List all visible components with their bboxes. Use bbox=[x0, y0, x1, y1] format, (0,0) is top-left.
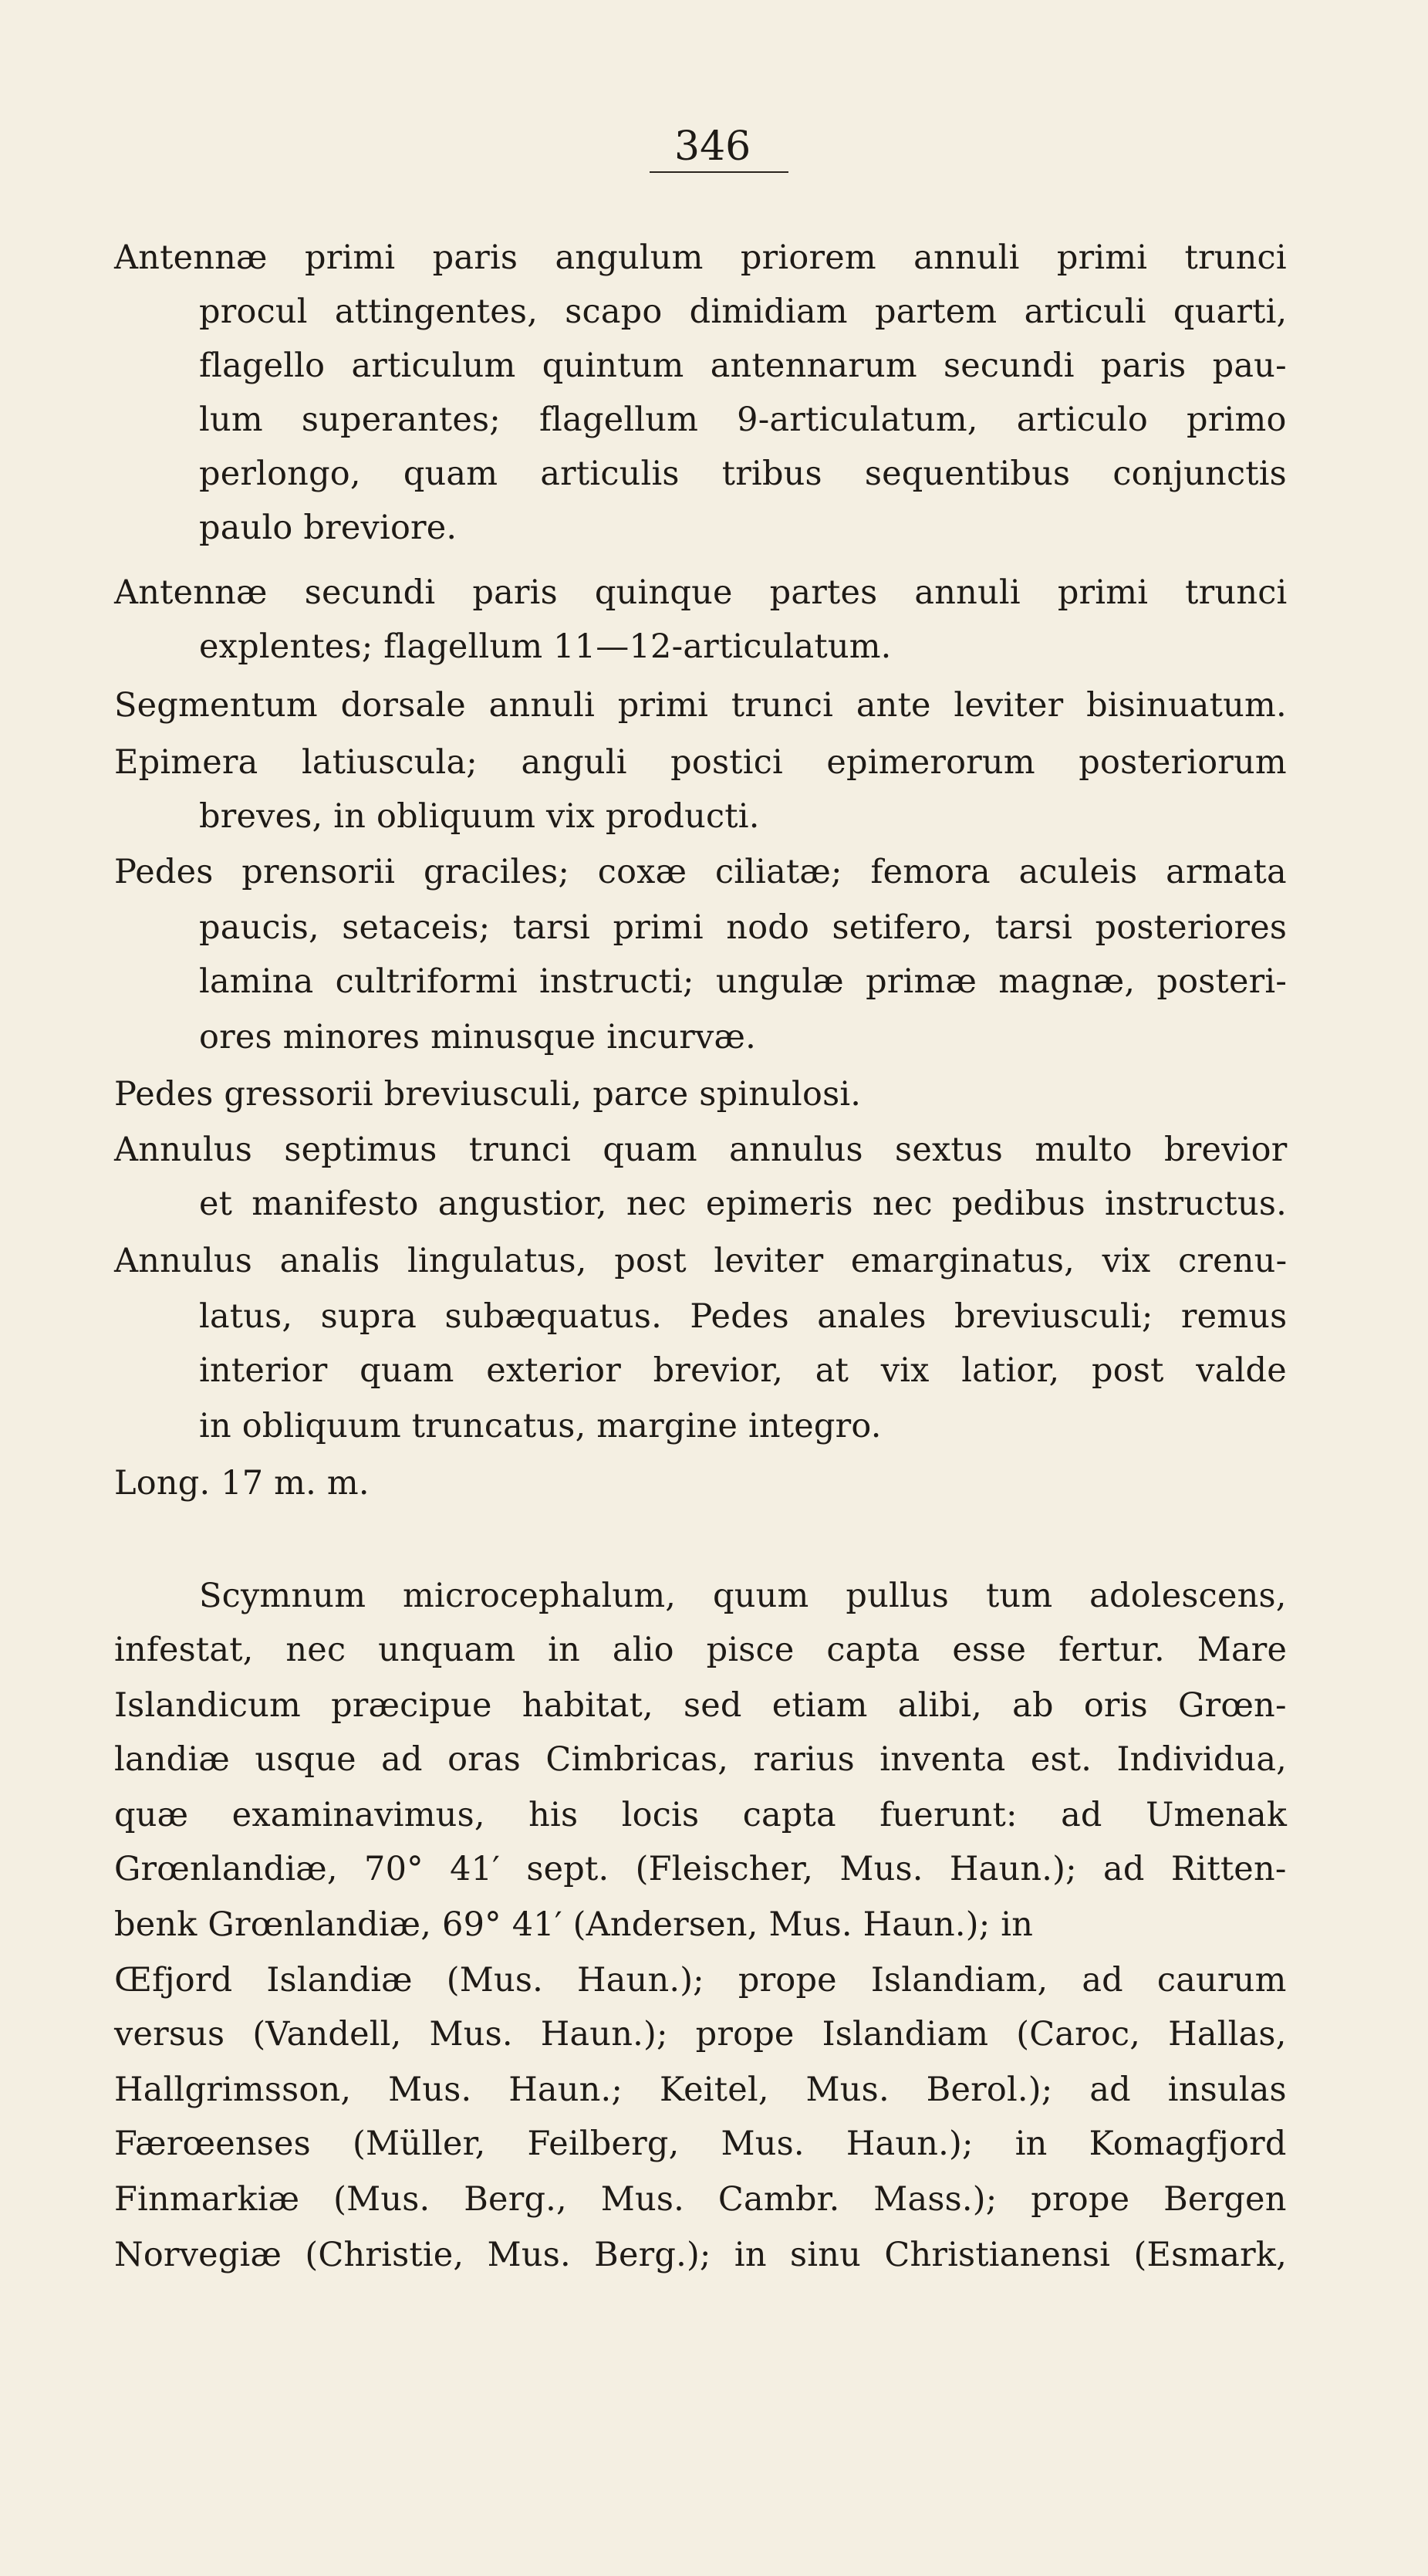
paragraph-line: Œfjord Islandiæ (Mus. Haun.); prope Islandiam, ad caurum bbox=[114, 1961, 1287, 2000]
paragraph-line: infestat, nec unquam in alio pisce capta esse fertur. Mare bbox=[114, 1631, 1288, 1669]
paragraph-line: benk Grœnlandiæ, 69° 41′ (Andersen, Mus. Haun.); in bbox=[114, 1905, 1034, 1944]
paragraph-line: landiæ usque ad oras Cimbricas, rarius inventa est. Individua, bbox=[114, 1740, 1288, 1779]
description-line: Epimera latiuscula; anguli postici epimerorum posteriorum bbox=[114, 743, 1287, 782]
paragraph-line: Finmarkiæ (Mus. Berg., Mus. Cambr. Mass.); prope Bergen bbox=[114, 2180, 1287, 2219]
description-line: explentes; flagellum 11—12-articulatum. bbox=[199, 627, 892, 666]
description-line: perlongo, quam articulis tribus sequentibus conjunctis bbox=[199, 455, 1287, 493]
description-line: Antennæ secundi paris quinque partes annuli primi trunci bbox=[114, 573, 1288, 612]
description-line: paulo breviore. bbox=[199, 509, 457, 547]
description-line: in obliquum truncatus, margine integro. bbox=[199, 1407, 882, 1445]
paragraph-line: Scymnum microcephalum, quum pullus tum adolescens, bbox=[199, 1577, 1287, 1615]
description-line: et manifesto angustior, nec epimeris nec pedibus instructus. bbox=[199, 1185, 1288, 1223]
page-number: 346 bbox=[650, 125, 788, 173]
paragraph-line: Hallgrimsson, Mus. Haun.; Keitel, Mus. Berol.); ad insulas bbox=[114, 2071, 1287, 2109]
description-line: flagello articulum quintum antennarum secundi paris pau- bbox=[199, 347, 1287, 385]
description-line: paucis, setaceis; tarsi primi nodo setifero, tarsi posteriores bbox=[199, 908, 1288, 947]
description-line: breves, in obliquum vix producti. bbox=[199, 797, 760, 836]
description-line: Pedes gressorii breviusculi, parce spinulosi. bbox=[114, 1075, 862, 1114]
description-line: Antennæ primi paris angulum priorem annuli primi trunci bbox=[114, 238, 1287, 277]
description-line: Annulus septimus trunci quam annulus sextus multo brevior bbox=[114, 1131, 1288, 1169]
paragraph-line: Islandicum præcipue habitat, sed etiam alibi, ab oris Grœn- bbox=[114, 1686, 1287, 1725]
paragraph-line: Grœnlandiæ, 70° 41′ sept. (Fleischer, Mus. Haun.); ad Ritten- bbox=[114, 1850, 1287, 1888]
description-line: lum superantes; flagellum 9-articulatum, articulo primo bbox=[199, 401, 1287, 439]
paragraph-line: Norvegiæ (Christie, Mus. Berg.); in sinu Christianensi (Esmark, bbox=[114, 2236, 1288, 2274]
paragraph-line: Færœenses (Müller, Feilberg, Mus. Haun.); in Komagfjord bbox=[114, 2125, 1287, 2163]
description-line: Annulus analis lingulatus, post leviter emarginatus, vix crenu- bbox=[114, 1242, 1288, 1280]
description-line: lamina cultriformi instructi; ungulæ primæ magnæ, posteri- bbox=[199, 962, 1288, 1001]
description-line: Pedes prensorii graciles; coxæ ciliatæ; femora aculeis armata bbox=[114, 853, 1287, 891]
description-line: Long. 17 m. m. bbox=[114, 1464, 370, 1503]
description-line: Segmentum dorsale annuli primi trunci ante leviter bisinuatum. bbox=[114, 686, 1287, 725]
paragraph-line: versus (Vandell, Mus. Haun.); prope Islandiam (Caroc, Hallas, bbox=[114, 2015, 1287, 2054]
description-line: ores minores minusque incurvæ. bbox=[199, 1018, 756, 1056]
description-line: procul attingentes, scapo dimidiam partem articuli quarti, bbox=[199, 292, 1288, 331]
paragraph-line: quæ examinavimus, his locis capta fuerunt: ad Umenak bbox=[114, 1796, 1288, 1834]
description-line: latus, supra subæquatus. Pedes anales breviusculi; remus bbox=[199, 1297, 1288, 1336]
description-line: interior quam exterior brevior, at vix latior, post valde bbox=[199, 1351, 1287, 1390]
